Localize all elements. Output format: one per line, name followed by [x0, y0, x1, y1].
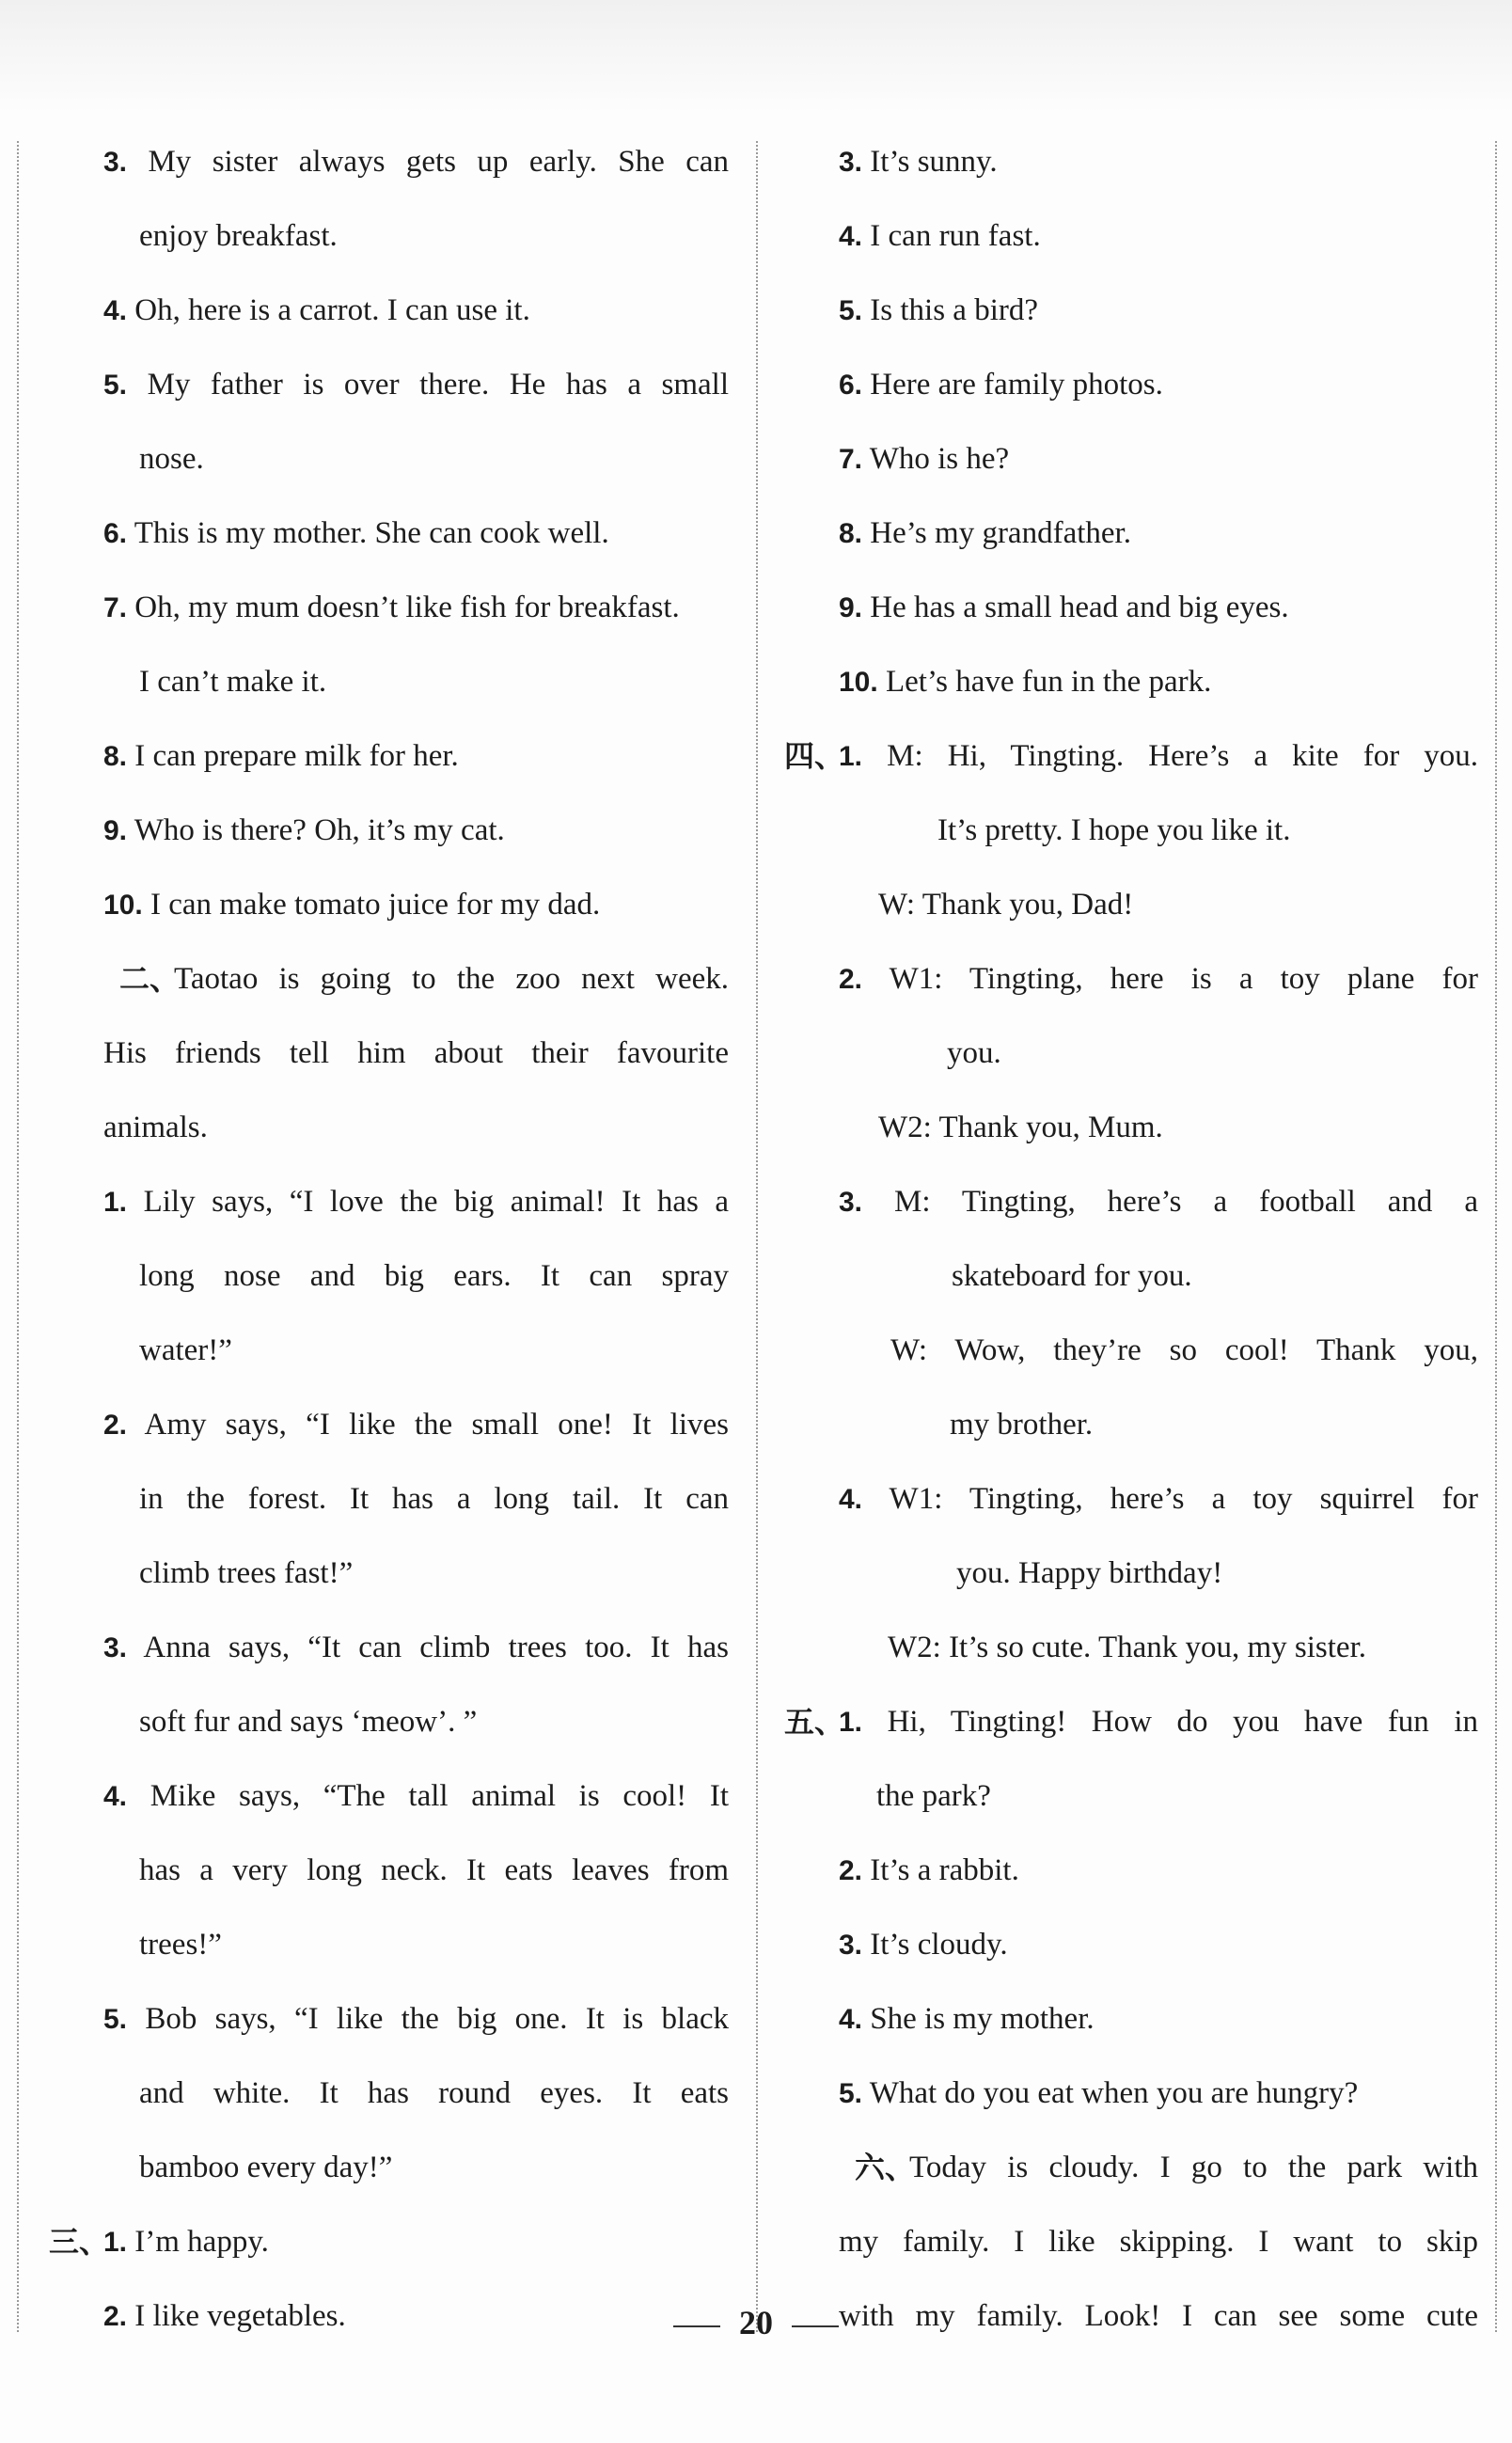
page-footer — [0, 2294, 1512, 2351]
answer-text: I can’t make it. — [139, 665, 327, 699]
answer-text: Taotao is going to the zoo next week. — [174, 962, 729, 996]
answer-text: I like vegetables. — [134, 2299, 346, 2333]
answer-line — [839, 1462, 1478, 1537]
answer-line — [103, 1239, 729, 1314]
answer-line — [839, 1908, 1478, 1982]
answer-line — [839, 1388, 1478, 1462]
answer-line — [103, 2057, 729, 2131]
answer-line — [103, 868, 729, 942]
answer-line — [103, 274, 729, 348]
answer-line — [103, 1759, 729, 1834]
item-number: 5. — [103, 370, 128, 401]
answer-line — [103, 1685, 729, 1759]
section-heading-line — [784, 1685, 1479, 1759]
answer-line — [103, 1462, 729, 1537]
answer-text: I’m happy. — [134, 2225, 269, 2259]
answer-line — [103, 1611, 729, 1685]
answer-text: My sister always gets up early. She can — [148, 145, 729, 179]
answer-text: What do you eat when you are hungry? — [869, 2076, 1359, 2110]
footer-dash-right — [792, 2325, 839, 2327]
answer-text: W: Thank you, Dad! — [878, 888, 1134, 922]
section-marker: 六、 — [855, 2150, 916, 2185]
item-number: 5. — [839, 2078, 863, 2109]
answer-text: Today is cloudy. I go to the park with — [909, 2151, 1478, 2184]
item-number: 9. — [103, 815, 128, 846]
answer-line — [103, 1834, 729, 1908]
answer-line — [839, 1611, 1478, 1685]
answer-line — [839, 1165, 1478, 1239]
answer-text: in the forest. It has a long tail. It can — [139, 1482, 729, 1516]
item-number: 10. — [103, 890, 143, 921]
section-marker: 三、 — [49, 2224, 110, 2260]
item-number: 1. — [103, 1187, 128, 1218]
answer-line — [839, 1537, 1478, 1611]
answer-line — [839, 422, 1478, 496]
left-column — [49, 125, 729, 2354]
answer-text: and white. It has round eyes. It eats — [139, 2076, 729, 2110]
answer-line — [103, 1982, 729, 2057]
item-number: 6. — [839, 370, 863, 401]
item-number: 3. — [839, 1187, 863, 1218]
answer-text: Who is he? — [869, 442, 1010, 476]
item-number: 5. — [839, 295, 863, 326]
answer-text: Bob says, “I like the big one. It is black — [145, 2002, 729, 2036]
item-number: 8. — [103, 741, 128, 772]
answer-text: Anna says, “It can climb trees too. It has — [143, 1631, 729, 1664]
scan-shadow — [0, 0, 1512, 113]
right-margin-rule — [1495, 141, 1497, 2332]
answer-text: you. Happy birthday! — [956, 1556, 1223, 1590]
item-number: 2. — [103, 1410, 128, 1441]
answer-line — [839, 2205, 1478, 2279]
answer-line — [839, 199, 1478, 274]
item-number: 6. — [103, 518, 128, 549]
answer-line — [103, 1908, 729, 1982]
answer-text: It’s pretty. I hope you like it. — [937, 813, 1291, 847]
answer-text: water!” — [139, 1333, 232, 1367]
item-number: 2. — [103, 2301, 128, 2332]
answer-text: Mike says, “The tall animal is cool! It — [150, 1779, 729, 1813]
item-number: 3. — [103, 147, 128, 178]
answer-line — [839, 1982, 1478, 2057]
answer-text: climb trees fast!” — [139, 1556, 354, 1590]
section-heading-line — [103, 942, 729, 1017]
answer-line — [839, 348, 1478, 422]
answer-text: M: Hi, Tingting. Here’s a kite for you. — [887, 739, 1479, 773]
answer-text: Lily says, “I love the big animal! It has a — [143, 1185, 729, 1219]
answer-line — [103, 2131, 729, 2205]
answer-line — [103, 1388, 729, 1462]
item-number: 8. — [839, 518, 863, 549]
answer-line — [839, 1239, 1478, 1314]
item-number: 2. — [839, 964, 863, 995]
answer-line — [103, 1537, 729, 1611]
item-number: 4. — [839, 1484, 863, 1515]
answer-text: I can prepare milk for her. — [134, 739, 459, 773]
answer-text: has a very long neck. It eats leaves from — [139, 1853, 729, 1887]
answer-text: enjoy breakfast. — [139, 219, 338, 253]
answer-text: His friends tell him about their favourite — [103, 1036, 729, 1070]
answer-text: W1: Tingting, here is a toy plane for — [889, 962, 1479, 996]
answer-text: W1: Tingting, here’s a toy squirrel for — [889, 1482, 1479, 1516]
answer-text: animals. — [103, 1111, 208, 1144]
section-marker: 二、 — [119, 961, 181, 997]
answer-line — [103, 199, 729, 274]
answer-text: This is my mother. She can cook well. — [134, 516, 609, 550]
answer-text: I can run fast. — [870, 219, 1041, 253]
answer-line — [839, 1091, 1478, 1165]
answer-line — [103, 1017, 729, 1091]
answer-line — [839, 274, 1478, 348]
right-column — [784, 125, 1479, 2354]
answer-line — [103, 1091, 729, 1165]
answer-text: you. — [947, 1036, 1001, 1070]
answer-text: Is this a bird? — [870, 293, 1038, 327]
item-number: 2. — [839, 1855, 863, 1886]
left-margin-rule — [17, 141, 19, 2332]
answer-text: the park? — [876, 1779, 991, 1813]
answer-text: It’s sunny. — [870, 145, 998, 179]
section-marker: 四、 — [784, 738, 845, 774]
answer-line — [839, 125, 1478, 199]
section-heading-line — [784, 719, 1479, 794]
item-number: 1. — [103, 2227, 128, 2258]
page-number: 20 — [739, 2304, 773, 2341]
answer-line — [103, 571, 729, 645]
answer-text: my family. I like skipping. I want to skip — [839, 2225, 1478, 2259]
answer-line — [839, 1834, 1478, 1908]
footer-dash-left — [673, 2325, 720, 2327]
item-number: 1. — [839, 741, 863, 772]
answer-text: He’s my grandfather. — [870, 516, 1131, 550]
answer-text: Hi, Tingting! How do you have fun in — [887, 1705, 1479, 1739]
answer-text: Amy says, “I like the small one! It lives — [144, 1408, 729, 1442]
item-number: 4. — [103, 295, 128, 326]
item-number: 10. — [839, 667, 878, 698]
item-number: 3. — [103, 1632, 128, 1663]
answer-text: I can make tomato juice for my dad. — [150, 888, 601, 922]
answer-line — [103, 645, 729, 719]
answer-text: with my family. Look! I can see some cute — [839, 2299, 1478, 2333]
answer-line — [103, 125, 729, 199]
answer-line — [839, 942, 1478, 1017]
answer-text: W2: It’s so cute. Thank you, my sister. — [888, 1631, 1367, 1664]
item-number: 4. — [839, 221, 863, 252]
answer-text: nose. — [139, 442, 204, 476]
item-number: 1. — [839, 1707, 863, 1738]
answer-line — [839, 1314, 1478, 1388]
answer-text: W: Wow, they’re so cool! Thank you, — [890, 1333, 1478, 1367]
answer-line — [103, 422, 729, 496]
answer-text: my brother. — [950, 1408, 1094, 1442]
answer-line — [103, 719, 729, 794]
answer-text: She is my mother. — [870, 2002, 1095, 2036]
answer-text: trees!” — [139, 1928, 222, 1962]
item-number: 5. — [103, 2004, 128, 2035]
answer-line — [103, 496, 729, 571]
answer-text: It’s a rabbit. — [870, 1853, 1019, 1887]
answer-text: M: Tingting, here’s a football and a — [894, 1185, 1479, 1219]
item-number: 3. — [839, 1930, 863, 1961]
answer-line — [103, 348, 729, 422]
answer-line — [839, 496, 1478, 571]
answer-text: My father is over there. He has a small — [147, 368, 729, 402]
answer-text: skateboard for you. — [952, 1259, 1192, 1293]
answer-line — [839, 794, 1478, 868]
section-heading-line — [49, 2205, 729, 2279]
answer-line — [103, 794, 729, 868]
section-marker: 五、 — [784, 1704, 845, 1740]
answer-line — [839, 1017, 1478, 1091]
answer-text: Who is there? Oh, it’s my cat. — [134, 813, 505, 847]
answer-text: Oh, here is a carrot. I can use it. — [134, 293, 530, 327]
answer-line — [103, 1165, 729, 1239]
answer-text: soft fur and says ‘meow’. ” — [139, 1705, 478, 1739]
item-number: 4. — [103, 1781, 128, 1812]
answer-text: Let’s have fun in the park. — [885, 665, 1212, 699]
column-divider — [756, 141, 758, 2332]
answer-line — [839, 571, 1478, 645]
answer-text: He has a small head and big eyes. — [870, 591, 1289, 624]
item-number: 4. — [839, 2004, 863, 2035]
item-number: 9. — [839, 592, 863, 623]
answer-line — [839, 868, 1478, 942]
answer-text: Oh, my mum doesn’t like fish for breakfast. — [134, 591, 680, 624]
answer-line — [839, 2057, 1478, 2131]
answer-text: Here are family photos. — [870, 368, 1163, 402]
answer-line — [839, 645, 1478, 719]
section-heading-line — [839, 2131, 1478, 2205]
answer-line — [839, 1759, 1478, 1834]
answer-text: W2: Thank you, Mum. — [878, 1111, 1163, 1144]
item-number: 7. — [839, 444, 863, 475]
answer-text: bamboo every day!” — [139, 2151, 393, 2184]
answer-line — [103, 1314, 729, 1388]
item-number: 7. — [103, 592, 128, 623]
item-number: 3. — [839, 147, 863, 178]
answer-text: It’s cloudy. — [870, 1928, 1008, 1962]
answer-text: long nose and big ears. It can spray — [139, 1259, 729, 1293]
